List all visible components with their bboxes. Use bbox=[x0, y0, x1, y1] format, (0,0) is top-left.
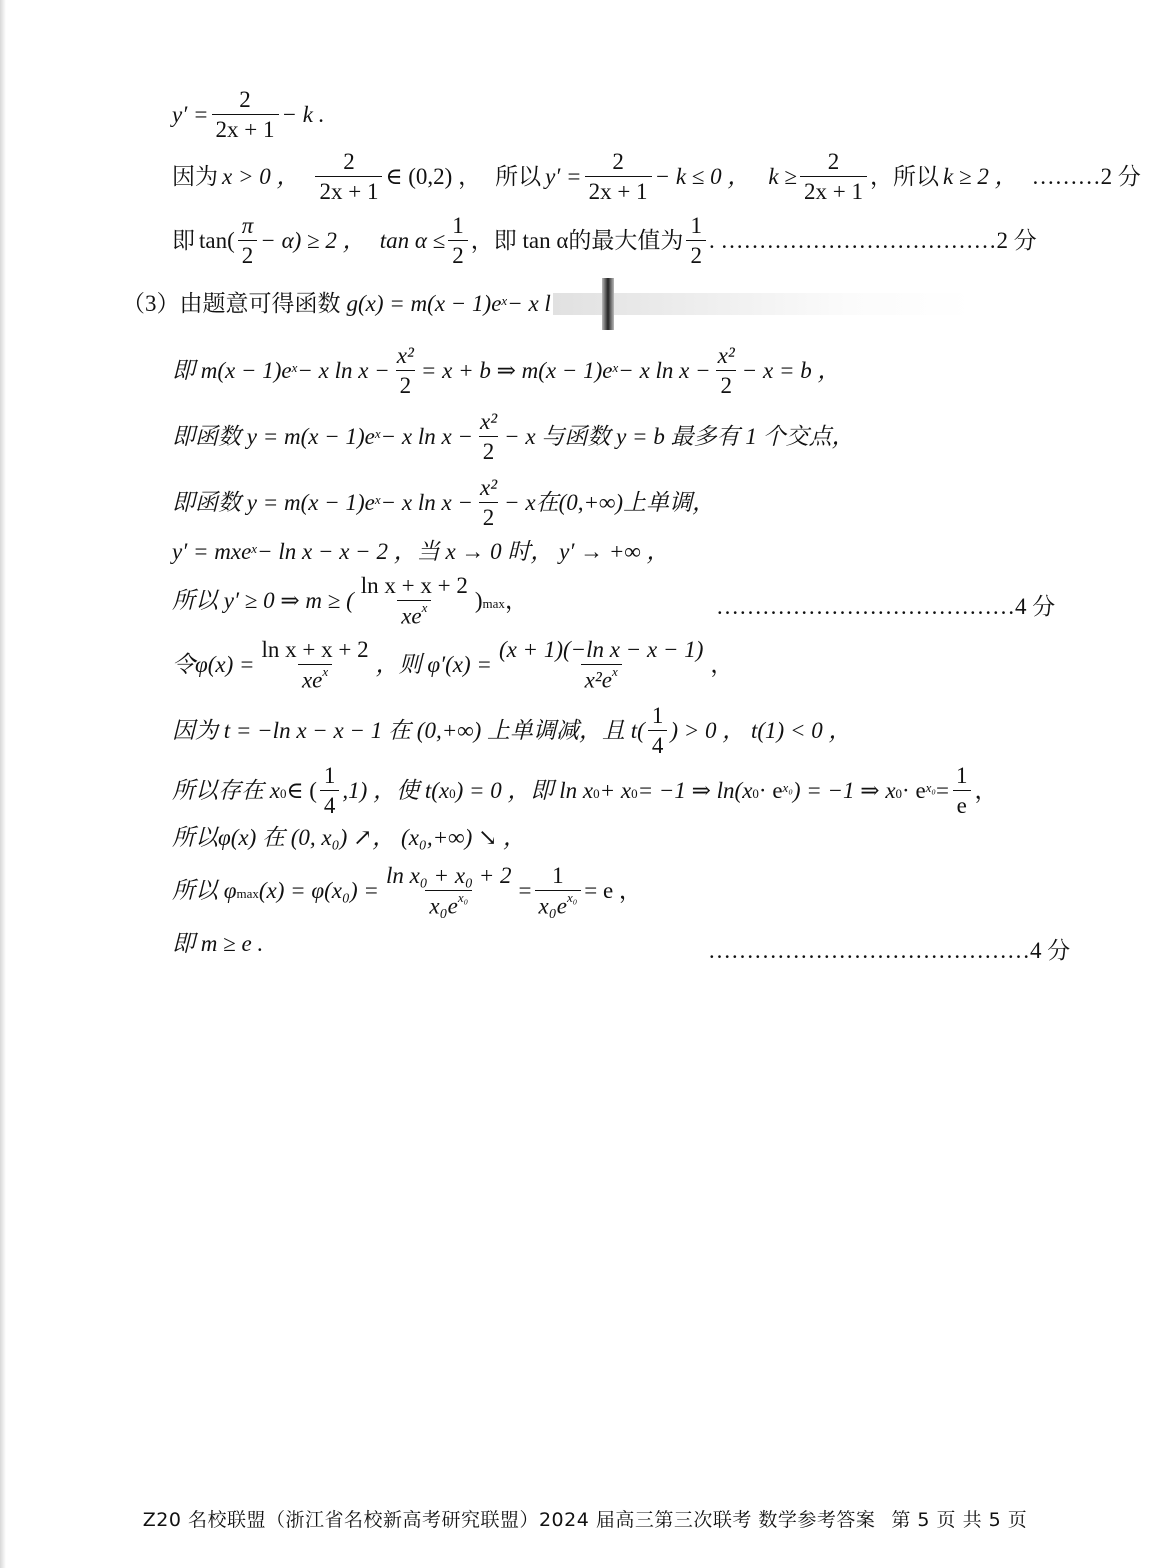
text: ∈ (0,2) ， bbox=[385, 164, 482, 189]
numerator: x² bbox=[396, 343, 414, 368]
score: . ………………………………2 分 bbox=[708, 228, 1037, 253]
denominator: 2x + 1 bbox=[315, 176, 382, 203]
text: 即 bbox=[172, 228, 195, 253]
fraction bbox=[476, 410, 501, 463]
yprime: y′ = bbox=[172, 102, 209, 127]
fraction bbox=[393, 344, 418, 397]
eq-phi bbox=[172, 638, 733, 692]
denominator: 2x + 1 bbox=[585, 176, 652, 203]
subscript: 0 bbox=[752, 786, 759, 801]
text: 即函数 y = m(x − 1)e bbox=[172, 490, 375, 515]
fraction bbox=[315, 150, 382, 203]
denominator: 2 bbox=[716, 370, 736, 397]
text: g(x) = m(x − 1)e bbox=[346, 291, 502, 316]
text: − x 与函数 y = b 最多有 1 个交点， bbox=[504, 424, 855, 449]
fraction bbox=[382, 864, 516, 918]
part3-header bbox=[122, 292, 973, 315]
numerator: 1 bbox=[690, 213, 702, 238]
eq-mbound bbox=[172, 574, 528, 628]
text: = x + b ⇒ m(x − 1)e bbox=[420, 358, 613, 383]
superscript: x bbox=[501, 293, 508, 308]
denominator: 2 bbox=[448, 240, 468, 267]
numerator: x² bbox=[717, 343, 735, 368]
text: − x ln x − bbox=[618, 358, 711, 383]
footer-title: Z20 名校联盟（浙江省名校新高考研究联盟）2024 届高三第三次联考 数学参考答案 bbox=[142, 1509, 876, 1531]
numerator: ln x + x + 2 bbox=[360, 573, 468, 598]
text: tan( bbox=[199, 228, 235, 253]
numerator: 1 bbox=[651, 703, 664, 728]
eq-equivalent bbox=[172, 344, 841, 397]
superscript: x₀ bbox=[457, 890, 469, 905]
subscript: 0 bbox=[279, 786, 287, 801]
fraction bbox=[648, 704, 668, 757]
text: ， bbox=[974, 778, 998, 803]
numerator: 2 bbox=[343, 149, 355, 174]
denominator bbox=[425, 890, 472, 918]
text: k ≥ bbox=[768, 164, 798, 189]
text: · e bbox=[758, 778, 783, 803]
eq-x0 bbox=[172, 764, 997, 817]
text: − α) ≥ 2 ， bbox=[260, 228, 366, 253]
numerator: 2 bbox=[827, 149, 840, 174]
text: tan α ≤ bbox=[379, 228, 446, 253]
superscript: x bbox=[611, 664, 618, 679]
eq-range bbox=[172, 150, 1141, 203]
text: − x在(0,+∞)上单调， bbox=[504, 490, 716, 515]
denominator: 2 bbox=[396, 370, 416, 397]
fraction bbox=[258, 638, 373, 692]
numerator: 1 bbox=[552, 863, 564, 888]
fraction bbox=[800, 150, 867, 203]
denominator: 2 bbox=[686, 240, 706, 267]
subscript: max bbox=[482, 596, 505, 612]
text: − x ln x − bbox=[380, 490, 473, 515]
text: y′ = bbox=[545, 164, 582, 189]
subscript: 0 bbox=[895, 786, 903, 801]
text: 即函数 y = m(x − 1)e bbox=[172, 424, 375, 449]
superscript: x₀ bbox=[566, 890, 578, 905]
text: ) > 0 ， t(1) < 0 ， bbox=[670, 718, 852, 743]
text: 即 m(x − 1)e bbox=[172, 358, 292, 383]
text: x²e bbox=[584, 667, 612, 693]
numerator: x² bbox=[480, 409, 498, 434]
text: − x ln x − bbox=[297, 358, 390, 383]
text: ) bbox=[474, 588, 483, 614]
fraction bbox=[585, 150, 652, 203]
subscript: 0 bbox=[631, 786, 638, 801]
eq-intersection bbox=[172, 410, 855, 463]
numerator: π bbox=[241, 213, 254, 238]
text: − ln x − x − 2 ，当 x → 0 时， y′ → +∞ ， bbox=[257, 539, 670, 564]
text: + x bbox=[599, 778, 632, 803]
score: …………………………………4 分 bbox=[716, 594, 1056, 619]
superscript: x₀ bbox=[782, 780, 793, 795]
eq-derivative bbox=[172, 88, 324, 141]
text: ，所以 bbox=[870, 164, 939, 189]
text: ,1) ，使 t(x bbox=[342, 778, 450, 803]
text: ∈ ( bbox=[286, 778, 317, 803]
text: xe bbox=[301, 667, 323, 693]
text: = bbox=[518, 878, 532, 904]
text: 因为 t = −ln x − x − 1 在 (0,+∞) 上单调减，且 t( bbox=[172, 718, 645, 743]
scan-edge bbox=[0, 0, 6, 1568]
fraction bbox=[448, 214, 468, 267]
eq-tan bbox=[172, 214, 1037, 267]
text: − k . bbox=[281, 102, 325, 127]
eq-phi-monotone bbox=[172, 826, 526, 849]
text: 即 m ≥ e . bbox=[172, 931, 264, 956]
fraction bbox=[686, 214, 706, 267]
denominator: 4 bbox=[648, 730, 668, 757]
text: 所以 y′ ≥ 0 ⇒ m ≥ ( bbox=[172, 588, 354, 614]
subscript: 0 bbox=[449, 786, 456, 801]
text: x₀e bbox=[538, 893, 567, 919]
text: − x = b ， bbox=[741, 358, 841, 383]
text: (x) = φ(x₀) = bbox=[258, 878, 379, 904]
numerator: ln x₀ + x₀ + 2 bbox=[385, 863, 512, 888]
fraction bbox=[320, 764, 340, 817]
numerator: (x + 1)(−ln x − x − 1) bbox=[498, 637, 704, 662]
text: = bbox=[935, 778, 949, 803]
denominator bbox=[397, 600, 431, 628]
text: xe bbox=[401, 603, 422, 629]
text: 所以φ(x) 在 (0, x₀) ↗， (x₀,+∞) ↘ ， bbox=[172, 825, 527, 850]
text: = e ， bbox=[584, 878, 642, 904]
denominator bbox=[581, 664, 622, 692]
text: x > 0 ， bbox=[222, 164, 300, 189]
subscript: max bbox=[236, 886, 259, 902]
subscript: 0 bbox=[593, 786, 600, 801]
numerator: ln x + x + 2 bbox=[261, 637, 369, 662]
text: − x l bbox=[507, 291, 551, 316]
text: 令φ(x) = bbox=[172, 652, 255, 678]
denominator: 2 bbox=[238, 240, 258, 267]
superscript: x bbox=[374, 492, 381, 507]
denominator: 2x + 1 bbox=[212, 114, 279, 141]
text: 所以存在 x bbox=[172, 778, 280, 803]
numerator: 1 bbox=[323, 763, 336, 788]
denominator: 2 bbox=[479, 436, 499, 463]
superscript: x bbox=[374, 426, 381, 441]
superscript: x bbox=[322, 664, 329, 679]
text: ， bbox=[504, 588, 528, 614]
eq-t-func bbox=[172, 704, 852, 757]
fraction bbox=[495, 638, 707, 692]
scan-mark bbox=[602, 278, 614, 330]
denominator: e bbox=[953, 790, 971, 817]
text: ) = 0 ，即 ln x bbox=[455, 778, 594, 803]
text: ，则 φ′(x) = bbox=[375, 652, 492, 678]
denominator: 4 bbox=[320, 790, 340, 817]
text: · e bbox=[902, 778, 926, 803]
text: x₀e bbox=[429, 893, 458, 919]
fraction bbox=[238, 214, 258, 267]
fraction bbox=[714, 344, 739, 397]
fraction bbox=[476, 476, 501, 529]
text: （3）由题意可得函数 bbox=[122, 291, 341, 316]
text: 所以 φ bbox=[172, 878, 237, 904]
text: − x ln x − bbox=[380, 424, 473, 449]
eq-yprime bbox=[172, 540, 670, 563]
numerator: 2 bbox=[239, 87, 251, 112]
text: ) = −1 ⇒ x bbox=[792, 778, 896, 803]
text: 所以 bbox=[495, 164, 542, 189]
page-footer bbox=[0, 1505, 1170, 1532]
denominator bbox=[535, 890, 582, 918]
score: ……………………………………4 分 bbox=[708, 938, 1071, 963]
text: y′ = mxe bbox=[172, 539, 252, 564]
denominator: 2 bbox=[479, 502, 499, 529]
fraction bbox=[535, 864, 582, 918]
text: k ≥ 2 ， bbox=[943, 164, 1018, 189]
text: = −1 ⇒ ln(x bbox=[637, 778, 753, 803]
superscript: x bbox=[612, 360, 619, 375]
numerator: 1 bbox=[955, 763, 968, 788]
numerator: 1 bbox=[452, 213, 464, 238]
denominator bbox=[298, 664, 332, 692]
eq-conclusion bbox=[172, 932, 263, 955]
page-number: 第 5 页 共 5 页 bbox=[891, 1509, 1028, 1531]
text: 因为 bbox=[172, 164, 218, 189]
score: ………2 分 bbox=[1031, 164, 1141, 189]
superscript: x bbox=[251, 541, 258, 556]
fraction bbox=[952, 764, 972, 817]
text: − k ≤ 0 ， bbox=[654, 164, 751, 189]
fraction bbox=[357, 574, 472, 628]
eq-monotone bbox=[172, 476, 715, 529]
text: ， bbox=[710, 652, 734, 678]
text: ，即 tan α的最大值为 bbox=[470, 228, 684, 253]
numerator: x² bbox=[480, 475, 498, 500]
superscript: x bbox=[421, 600, 428, 615]
numerator: 2 bbox=[612, 149, 624, 174]
fraction bbox=[212, 88, 279, 141]
superscript: x bbox=[291, 360, 298, 375]
superscript: x₀ bbox=[925, 780, 936, 795]
blurred-region bbox=[553, 293, 973, 315]
denominator: 2x + 1 bbox=[800, 176, 867, 203]
eq-phi-max bbox=[172, 864, 642, 918]
